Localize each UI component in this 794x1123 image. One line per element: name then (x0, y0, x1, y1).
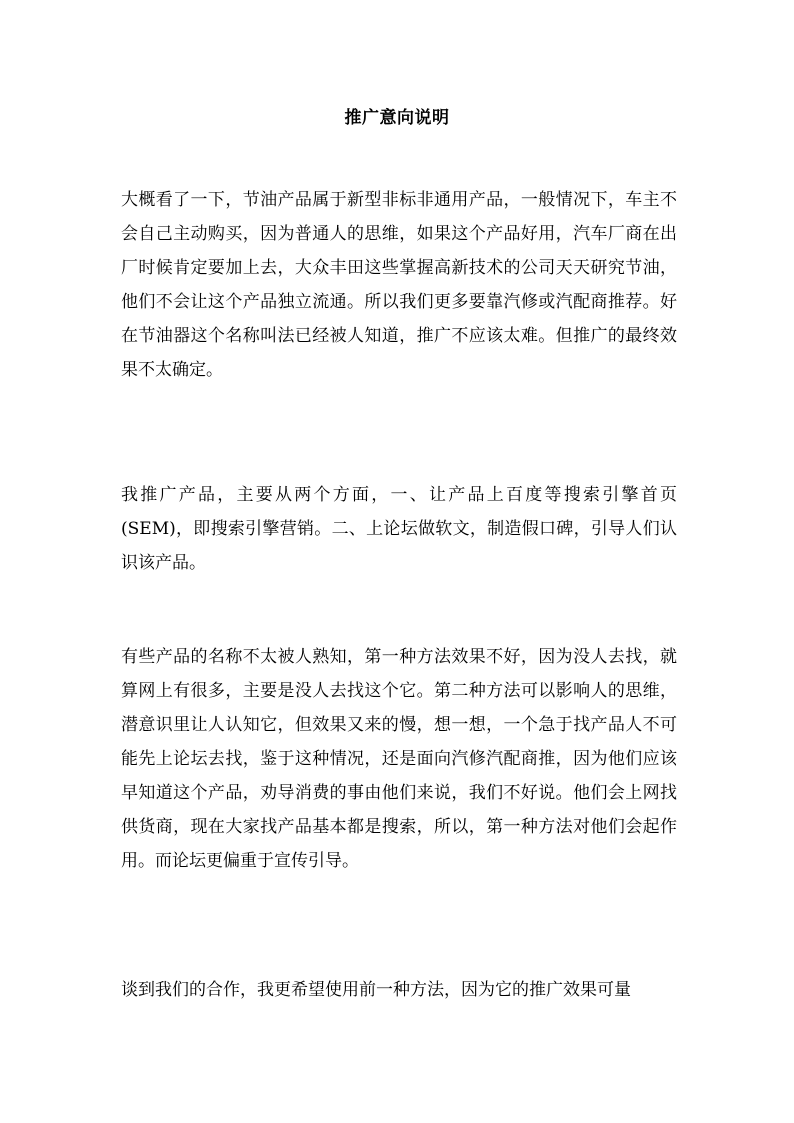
paragraph-2: 我推广产品，主要从两个方面，一、让产品上百度等搜索引擎首页(SEM)，即搜索引擎营销。二、上论坛做软文，制造假口碑，引导人们认识该产品。 (121, 485, 677, 573)
paragraph-3: 有些产品的名称不太被人熟知，第一种方法效果不好，因为没人去找，就算网上有很多，主要是没人去找这个它。第二种方法可以影响人的思维，潜意识里让人认知它，但效果又来的慢，想一想，一个急于找产品人不可能先上论坛去找，鉴于这种情况，还是面向汽修汽配商推，因为他们应该早知道这个产品，劝导消费的事由他们来说，我们不好说。他们会上网找供货商，现在大家找产品基本都是搜索，所以，第一种方法对他们会起作用。而论坛更偏重于宣传引导。 (121, 647, 677, 871)
paragraph-1: 大概看了一下，节油产品属于新型非标非通用产品，一般情况下，车主不会自己主动购买，因为普通人的思维，如果这个产品好用，汽车厂商在出厂时候肯定要加上去，大众丰田这些掌握高新技术的公司天天研究节油，他们不会让这个产品独立流通。所以我们更多要靠汽修或汽配商推荐。好在节油器这个名称叫法已经被人知道，推广不应该太难。但推广的最终效果不太确定。 (121, 190, 677, 380)
paragraph-4: 谈到我们的合作，我更希望使用前一种方法，因为它的推广效果可量 (121, 980, 631, 1000)
document-title: 推广意向说明 (344, 108, 450, 128)
